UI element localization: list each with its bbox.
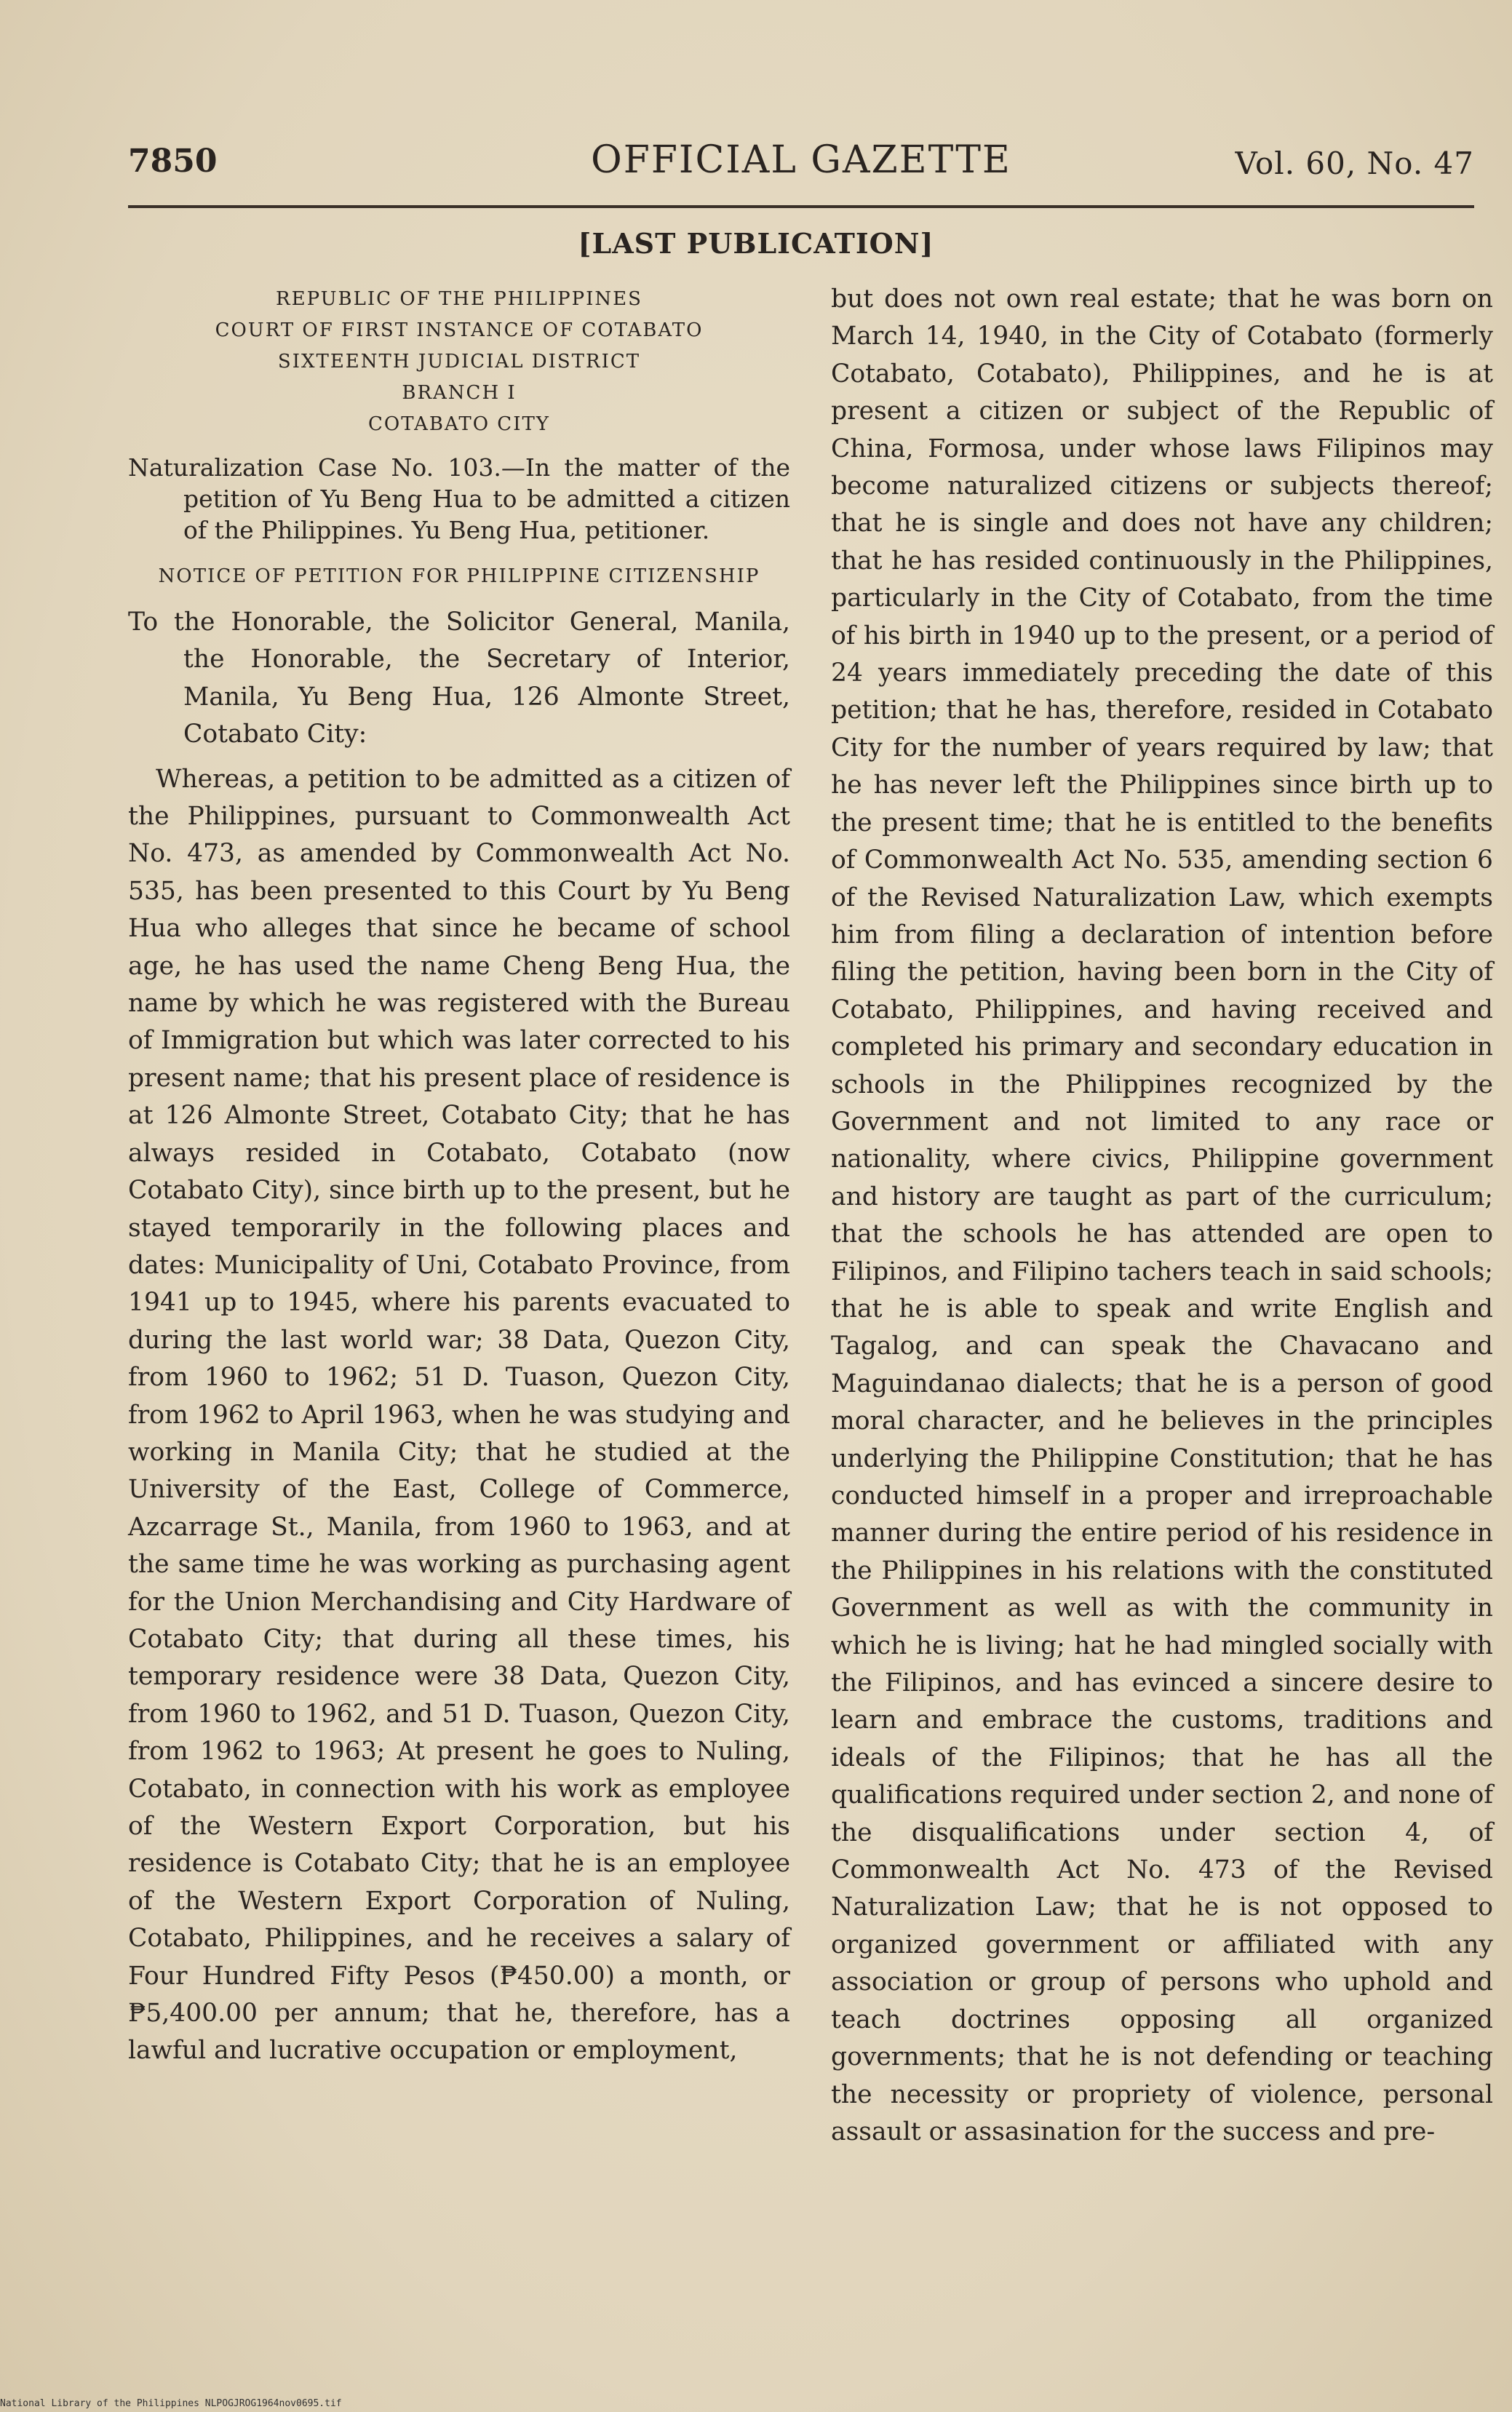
court-line: SIXTEENTH JUDICIAL DISTRICT [277,351,641,373]
right-column [831,281,1493,2151]
court-line: REPUBLIC OF THE PHILIPPINES [276,288,642,310]
notice-heading: NOTICE OF PETITION FOR PHILIPPINE CITIZENSHIP [158,565,760,587]
journal-title: OFFICIAL GAZETTE [591,138,1011,182]
address-paragraph: To the Honorable, the Solicitor General, Manila, the Honorable, the Secretary of Interior, Manila, Yu Beng Hua, 126 Almonte Street, Cotabato City: [128,608,790,749]
court-line: COURT OF FIRST INSTANCE OF COTABATO [215,319,704,341]
volume-number: Vol. 60, No. 47 [1235,146,1474,181]
page-header [128,138,1474,196]
court-line: COTABATO CITY [368,413,550,435]
left-column [128,284,790,2070]
body-paragraph-left: Whereas, a petition to be admitted as a citizen of the Philippines, pursuant to Commonwealth Act No. 473, as amended by Commonwealth Act No. 535, has been presented to this Court by Yu Beng Hua who alleges that since he became of school age, he has used the name Cheng Beng Hua, the name by which he was registered with the Bureau of Immigration but which was later corrected to his present name; that his present place of residence is at 126 Almonte Street, Cotabato City; that he has always resided in Cotabato, Cotabato (now Cotabato City), since birth up to the present, but he stayed temporarily in the following places and dates: Municipality of Uni, Cotabato Province, from 1941 up to 1945, where his parents evacuated to during the last world war; 38 Data, Quezon City, from 1960 to 1962; 51 D. Tuason, Quezon City, from 1962 to April 1963, when he was studying and working in Manila City; that he studied at the University of the East, College of Commerce, Azcarrage St., Manila, from 1960 to 1963, and at the same time he was working as purchasing agent for the Union Merchandising and City Hardware of Cotabato City; that during all these times, his temporary residence were 38 Data, Quezon City, from 1960 to 1962, and 51 D. Tuason, Quezon City, from 1962 to 1963; At present he goes to Nuling, Cotabato, in connection with his work as employee of the Western Export Corporation, but his residence is Cotabato City; that he is an employee of the Western Export Corporation of Nuling, Cotabato, Philippines, and he receives a salary of Four Hundred Fifty Pesos (₱450.00) a month, or ₱5,400.00 per annum; that he, therefore, has a lawful and lucrative occupation or employment, [128,764,790,2066]
case-heading: Naturalization Case No. 103.—In the matter of the petition of Yu Beng Hua to be admitted a citizen of the Philippines. Yu Beng Hua, petitioner. [128,453,790,544]
header-rule [128,205,1474,208]
court-line: BRANCH I [402,382,517,404]
publication-note: [LAST PUBLICATION] [578,227,934,260]
body-paragraph-right: but does not own real estate; that he was born on March 14, 1940, in the City of Cotabato (formerly Cotabato, Cotabato), Philippines, and he is at present a citizen or subject of the Republic of China, Formosa, under whose laws Filipinos may become naturalized citizens or subjects thereof; that he is single and does not have any children; that he has resided continuously in the Philippines, particularly in the City of Cotabato, from the time of his birth in 1940 up to the present, or a period of 24 years immediately preceding the date of this petition; that he has, therefore, resided in Cotabato City for the number of years required by law; that he has never left the Philippines since birth up to the present time; that he is entitled to the benefits of Commonwealth Act No. 535, amending section 6 of the Revised Naturalization Law, which exempts him from filing a declaration of intention before filing the petition, having been born in the City of Cotabato, Philippines, and having received and completed his primary and secondary education in schools in the Philippines recognized by the Government and not limited to any race or nationality, where civics, Philippine government and history are taught as part of the curriculum; that the schools he has attended are open to Filipinos, and Filipino tachers teach in said schools; that he is able to speak and write English and Tagalog, and can speak the Chavacano and Maguindanao dialects; that he is a person of good moral character, and he believes in the principles underlying the Philippine Constitution; that he has conducted himself in a proper and irreproachable manner during the entire period of his residence in the Philippines in his relations with the constituted Government as well as with the community in which he is living; hat he had mingled socially with the Filipinos, and has evinced a sincere desire to learn and embrace the customs, traditions and ideals of the Filipinos; that he has all the qualifications required under section 2, and none of the disqualifications under section 4, of Commonwealth Act No. 473 of the Revised Naturalization Law; that he is not opposed to organized government or affiliated with any association or group of persons who uphold and teach doctrines opposing all organized governments; that he is not defending or teaching the necessity or propriety of violence, personal assault or assasination for the success and pre- [831,284,1493,2146]
court-caption [128,284,790,440]
page-number: 7850 [128,143,218,180]
archive-footer: National Library of the Philippines NLPOGJROG1964nov0695.tif [0,2398,342,2409]
